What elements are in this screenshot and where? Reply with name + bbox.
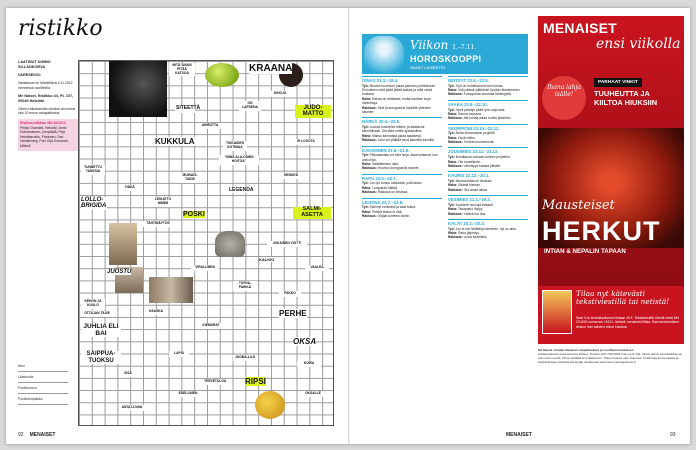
viikon-word: Viikon	[410, 38, 449, 52]
sign-tyo-text: Ilmoittaudu mukaan uuteen projektiin.	[455, 155, 511, 160]
subscription-headline: Tilaa nyt kätevästi tekstiviestillä tai netistä!	[576, 289, 670, 307]
sign-raha-text: Raha järjestyy.	[458, 231, 480, 236]
sign-tyo-text: Kuuntele neuvoja tarkasti.	[455, 202, 494, 207]
clue: OKSALLE	[301, 391, 325, 397]
folio-left	[18, 432, 55, 438]
sign-rakkaus-text: Läheisyys kantaa pitkälle.	[463, 163, 502, 168]
sign-rakkaus-text: Älä tuhlaa aikaa turhiin kiistoihin.	[463, 116, 512, 121]
sign-rakkaus	[362, 106, 442, 115]
sign-tyo-text: Pikkuasioista voi tulla isoja. Asiat luistavat, kun otat ohjat.	[362, 153, 438, 162]
crossword-grid	[78, 60, 334, 426]
clue: TERVETULOA	[204, 379, 227, 383]
sign-tyo	[362, 153, 442, 162]
sign-rakkaus-text: Kumppanisi arvostaa läheisyyttä.	[463, 92, 512, 97]
clue: MUINAIS-TAIDE	[179, 173, 201, 183]
sign-rakkaus	[448, 116, 528, 120]
sign-raha-label: Raha:	[448, 88, 458, 93]
clue: HAUSKA	[145, 309, 167, 315]
horoscope-sign	[448, 171, 528, 192]
sign-name: OINAS 21.3.–19.4.	[362, 78, 399, 83]
clue: TUNNETTU TANSSIA	[81, 165, 105, 175]
sign-tyo-text: Aloita kiinnostavat projektit.	[455, 131, 496, 136]
answer-salmiasetta: SALMI-ASETTA	[293, 207, 331, 219]
fine-print	[538, 348, 684, 364]
clue: KOIRA	[297, 361, 321, 367]
sign-rakkaus-label: Rakkaus:	[362, 105, 377, 110]
sign-rakkaus	[448, 235, 528, 239]
magazine-spread	[6, 8, 690, 444]
sign-raha-text: Ole huolellinen.	[458, 159, 481, 164]
sign-tyo-label: Työ:	[362, 83, 369, 88]
sign-raha-label: Raha:	[362, 185, 372, 190]
horoscope-sign	[362, 146, 442, 171]
sign-tyo	[362, 84, 442, 97]
horoscope-sign	[362, 174, 442, 195]
answer-legenda: LEGENDA	[229, 187, 254, 193]
clue: LEIKATTU NIMEÄ	[149, 197, 177, 207]
sign-rakkaus-text: Ohjaat tunteesi oikein.	[377, 214, 411, 219]
entry-form	[18, 364, 68, 408]
sign-rakkaus	[448, 164, 528, 168]
ad-maust: Mausteiset	[542, 198, 615, 213]
clue: LAPSI	[169, 351, 189, 357]
horoscope-title: HOROSKOOPPI	[410, 54, 482, 64]
page-number-right: 93	[670, 432, 676, 438]
sign-name: NEITSYT 23.8.–22.9.	[448, 78, 489, 83]
clue: SITEETTÄ	[176, 105, 201, 111]
sign-rakkaus-label: Rakkaus:	[448, 187, 463, 192]
gift-bubble: Ihana lahja isälle!	[542, 76, 586, 120]
concert-photo	[109, 61, 167, 117]
address: Me Naiset, Ristikko 44, PL 107, 00040 Helsinki	[18, 93, 74, 103]
fruit-photo	[255, 391, 285, 419]
lime-photo	[205, 63, 239, 87]
sign-name: LEIJONA 23.7.–22.8.	[362, 199, 404, 205]
sign-raha-text: Tasapaino löytyy.	[458, 207, 484, 212]
answer-ripsi: RIPSI	[245, 377, 266, 386]
sign-raha	[362, 97, 442, 106]
sign-tyo-label: Työ:	[448, 131, 455, 136]
sign-tyo-label: Työ:	[362, 205, 369, 210]
sign-name: VAAKA 23.9.–22.10.	[448, 101, 488, 107]
sign-rakkaus-label: Rakkaus:	[448, 92, 463, 97]
answer-kraana: KRAANA	[249, 63, 293, 74]
sign-raha-label: Raha:	[362, 209, 372, 214]
page-title: ristikko	[18, 16, 103, 41]
sign-tyo-text: Hyvä päivitys pitää työn sujuvana.	[455, 107, 506, 112]
sign-tyo-text: Työt on hoidettava ennen lomaa.	[455, 83, 504, 88]
subscription-box[interactable]	[538, 286, 684, 344]
answer-judomatto: JUDO-MATTO	[295, 105, 331, 118]
answer-poski: POSKI	[183, 211, 205, 218]
ad-brand: MENAISET	[543, 20, 617, 36]
clue: JOKAINEN VOITTI	[267, 241, 307, 247]
sign-tyo-label: Työ:	[362, 125, 369, 130]
horoscope-sign	[362, 76, 442, 114]
folio-brand-right: MENAISET	[506, 432, 532, 438]
elephant-photo	[215, 231, 245, 257]
sign-rakkaus	[362, 166, 442, 170]
sign-tyo-text: Jos työ tuntuu raskaalta, pidä tauko.	[369, 181, 423, 186]
sign-rakkaus-text: Ota omaa aikaa.	[463, 187, 488, 192]
answer-kalkki: KALKKI	[259, 257, 275, 262]
sign-tyo-label: Työ:	[448, 155, 455, 160]
sign-rakkaus-text: Rakkaus on ilmassa.	[377, 190, 409, 195]
prize-info: Oikein ratkaisseiden kesken arvomme viisi 10 euron rahapalkintoa.	[18, 106, 76, 116]
clue: KIHOJA	[269, 91, 291, 97]
sign-rakkaus-label: Rakkaus:	[362, 138, 377, 143]
send-info: Vastaukset on lähetettävä 4.11.2012 mennessä osoitteella:	[18, 81, 73, 90]
woman-photo	[109, 223, 137, 265]
sign-rakkaus-label: Rakkaus:	[448, 140, 463, 145]
sign-raha-label: Raha:	[448, 159, 458, 164]
answer-juhlia: JUHLIA ELI BAI	[81, 323, 121, 337]
sign-tyo-label: Työ:	[448, 226, 455, 231]
answer-lollobrigida: LOLLO-BRIGIDA	[81, 197, 107, 210]
ad-headline: TUUHEUTTA JA KIILTOA HIUKSIIN	[594, 89, 658, 107]
clue: PAKKO	[279, 291, 301, 297]
winners-text: Pirkko Grandell, Helsinki; Anne Kolehmainen, Lempäälä; Pirjo Heinäsenaho, Parainen; Sari Vanderberg, Pori; Eija Kinnunen, Mikkeli	[20, 125, 70, 148]
horoscope-sign	[362, 198, 442, 219]
clue: EDELLINEN	[175, 391, 201, 397]
sign-raha-text: Lompakko kiittää.	[372, 185, 398, 190]
ad-intian: INTIAN & NEPALIN TAPAAN	[544, 248, 626, 255]
sign-raha-label: Raha:	[362, 96, 372, 101]
clue: TIKKAIDEN KOTIMAA	[223, 141, 247, 151]
entry-line-city[interactable]: Postitoimipaikka	[18, 397, 68, 405]
clue: HÄKÄ	[119, 185, 141, 191]
ad-herkut: HERKUT	[542, 216, 661, 246]
sign-name: KAURIS 22.12.–20.1.	[448, 173, 490, 179]
clue: KIEMURAT	[199, 323, 223, 329]
sign-rakkaus-text: Luota tunteisiisi.	[463, 235, 488, 240]
fine-print-title: Me Naiset -lehden tilaukset, lahjatilaukset ja osoitteenmuutokset:	[538, 348, 634, 352]
clue: TURVA-PAIKKA	[233, 281, 257, 291]
sign-rakkaus-label: Rakkaus:	[362, 166, 377, 171]
sign-name: KAKSONEN 21.5.–21.6.	[362, 147, 410, 153]
crowd-photo	[149, 277, 193, 303]
answer-perhe: PERHE	[279, 309, 307, 318]
sign-raha-label: Raha:	[362, 161, 372, 166]
sign-tyo-label: Työ:	[362, 181, 369, 186]
sign-name: RAPU 22.6.–22.7.	[362, 175, 397, 181]
horoscope-author: MAARIT LAURENTTO	[410, 66, 446, 70]
sign-rakkaus-label: Rakkaus:	[362, 214, 377, 219]
sign-raha-label: Raha:	[448, 111, 458, 116]
horoscope-header	[362, 34, 528, 74]
horoscope-sign	[448, 147, 528, 168]
sign-raha-label: Raha:	[448, 183, 458, 188]
answer-oksa: OKSA	[293, 337, 317, 346]
sign-name: KALAT 20.2.–20.3.	[448, 220, 485, 226]
sign-rakkaus	[362, 190, 442, 194]
folio-brand-left: MENAISET	[29, 432, 56, 438]
sign-tyo-label: Työ:	[448, 202, 455, 207]
sign-raha-label: Raha:	[448, 207, 458, 212]
sign-tyo-label: Työ:	[448, 179, 455, 184]
sign-rakkaus-text: Huomioi kumppanisi tarpeet.	[377, 166, 420, 171]
winners-box	[18, 119, 78, 151]
sign-rakkaus	[362, 138, 442, 142]
sign-tyo-text: Muutosvirtaa on ilmassa.	[455, 179, 493, 184]
sign-tyo-text: Jos et ole hellittänyt aiemmin, nyt on aika.	[455, 226, 517, 231]
clue: KEHON JA KUULO	[81, 299, 105, 309]
clue: TÄHTINÄYTÖS	[139, 221, 177, 227]
horoscope-sign	[448, 195, 528, 216]
clue: AIHEUTTA	[199, 123, 221, 129]
clue: MITÄ SINUN PITÄÄ KATSOA	[169, 63, 195, 76]
vareseksi-label: VARESEKSI:	[18, 73, 41, 78]
clue: VAALEA	[305, 265, 329, 271]
horoscope-illustration	[364, 36, 404, 74]
sign-rakkaus	[448, 212, 528, 216]
horoscope-sign	[448, 76, 528, 97]
answer-saippuatuoksu: SAIPPUA-TUOKSU	[81, 351, 121, 364]
sign-raha-text: Voit päästä yllättävän hyvään tilanteeseen.	[458, 88, 521, 93]
sign-rakkaus-label: Rakkaus:	[448, 163, 463, 168]
magazine-cover-thumbnail	[542, 290, 572, 334]
sign-rakkaus-label: Rakkaus:	[448, 116, 463, 121]
sign-tyo-label: Työ:	[448, 107, 455, 112]
sign-tyo-label: Työ:	[362, 153, 369, 158]
clue: EI LOVOTA	[291, 139, 321, 145]
sign-rakkaus	[448, 92, 528, 96]
horoscope-columns	[362, 76, 528, 428]
sign-tyo-label: Työ:	[448, 83, 455, 88]
horoscope-dates: 1.–7.11.	[452, 44, 477, 51]
sign-rakkaus-text: Sinä ja kumppanisi löydätte yhteisen sävelen.	[362, 105, 431, 114]
sign-raha-text: Kanna vastuuta.	[458, 111, 482, 116]
sign-raha-label: Raha:	[362, 133, 372, 138]
answer-kukkula: KUKKULA	[155, 137, 195, 146]
sign-rakkaus	[448, 140, 528, 144]
sign-tyo-text: Luokka kuuntelee kiiteen ja aikataulut sännöllisesti. Ota tilaa omille ajatuksillesi.	[362, 125, 425, 134]
sign-name: VESIMIES 21.1.–19.2.	[448, 197, 491, 203]
sign-rakkaus-label: Rakkaus:	[448, 235, 463, 240]
sign-tyo-text: Esiinnyt rohkeasti ja saat tukea.	[369, 205, 417, 210]
sign-raha-text: Maksu kannattaa jakaa tasaisesti.	[372, 133, 422, 138]
sign-rakkaus-text: Joku voi yllättää sinut kauniilla sanoilla.	[377, 138, 435, 143]
sign-rakkaus	[448, 188, 528, 192]
sign-tyo	[362, 125, 442, 134]
sign-rakkaus-label: Rakkaus:	[362, 190, 377, 195]
clue: ON LAPSENA	[239, 101, 261, 111]
sign-raha-text: Säästä hieman.	[458, 183, 482, 188]
clue: SISÄ	[119, 371, 137, 377]
author-name: KIMMO SILLANKORVA	[18, 60, 51, 70]
page-gutter	[348, 8, 350, 444]
clue: VIRALLINEN	[191, 265, 219, 271]
horoscope-week	[410, 38, 476, 52]
clue: OTTAJAN TILEE	[81, 311, 113, 317]
sign-raha-text: Hyvä viikko.	[458, 135, 476, 140]
crossword-sidebar	[18, 60, 78, 151]
sign-raha-text: Säästämisen aika.	[372, 161, 400, 166]
sign-raha-text: Pelkkä status ei riitä.	[372, 209, 403, 214]
entry-line-postcode[interactable]: Postinumero	[18, 386, 68, 394]
sign-rakkaus-text: Tunteet kuumenevat.	[463, 140, 495, 145]
sign-name: JOUSIMIES 23.11.–21.12.	[448, 149, 499, 155]
sign-raha-text: Rahaa on riittävästi, mutta harkitse isoja hankintoja.	[362, 96, 431, 106]
horoscope-sign	[448, 124, 528, 145]
ad-brand-sub: ensi viikolla	[596, 36, 681, 52]
sign-raha-label: Raha:	[448, 135, 458, 140]
clue: HENKEÄ	[279, 173, 303, 179]
horoscope-sign	[362, 117, 442, 142]
next-issue-ad[interactable]	[538, 16, 684, 286]
horoscope-sign	[448, 219, 528, 240]
sign-rakkaus-text: Ystävä tuo iloa.	[463, 211, 487, 216]
sign-name: HÄRKÄ 20.4.–20.5.	[362, 119, 401, 125]
sign-rakkaus-label: Rakkaus:	[448, 211, 463, 216]
winners-title: Ristikonratkaisu MN 40/2012	[20, 121, 66, 125]
sign-tyo-text: Muutan huomioni palaa paineen pohtimiseen. Ehdottelen mitä pitää jättää taakse ja mitä viedä mukana.	[362, 83, 437, 97]
sign-rakkaus	[362, 214, 442, 218]
sign-raha-label: Raha:	[448, 231, 458, 236]
folio-right	[506, 432, 532, 438]
fine-print-body: Asiakaspalvelu www.sanoma.fi/tilaus. Puhelin 020 799 0000 (ma–pe 8–18). Tilaus jatkuu kestotilauksena, ellei toisin sovita. Hinta sisältää arvonlisäveron. Tilaus koskee vain Suomea. Lisätietoja tietosuojasta ja henkilötietojen käsittelystä löydät osoitteesta www.sanomamagazines.fi.	[538, 352, 683, 365]
horoscope-sign	[448, 100, 528, 121]
answer-juostu: JUOSTU	[107, 269, 132, 275]
entry-line-address[interactable]: Lähiosoite	[18, 375, 68, 383]
laatinut-label: LAATINUT	[18, 60, 37, 64]
subscription-text: Saat 3 nk kestotilauksena hintaan 49 €. Tekstiviestillä: lähetä viesti MN ZZ4000 numeroon 16121. Netistä: menaiset.fi/tilaa. Saat ensimmäisen lehden noin kahden viikon kuluttua.	[576, 316, 679, 329]
ad-tag: PARHAAT VINKIT	[594, 78, 642, 87]
clue: JUOMA-LAJI	[234, 355, 256, 359]
clue: "MINÄ ALA-OSIEN HOITOA"	[219, 155, 259, 165]
entry-line-name[interactable]: Nimi	[18, 364, 68, 372]
page-number-left: 92	[18, 432, 24, 438]
clue: ANTA LUVAN	[119, 405, 145, 411]
sign-name: SKORPIONI 23.10.–22.11.	[448, 125, 500, 131]
